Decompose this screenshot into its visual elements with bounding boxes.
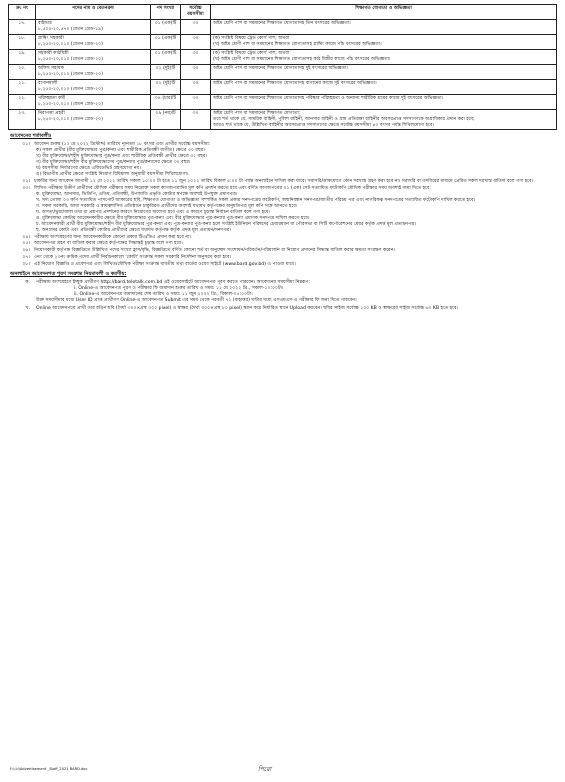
col-header-post: পদের নাম ও বেতনক্রম [36, 5, 151, 20]
cell-age: ৩০ [181, 79, 211, 94]
qualification-line: (ক) সংশ্লিষ্ট বিষয়ে ট্রেড কোর্স পাশ; অথবা [213, 50, 290, 56]
condition-subitem: ক. মুক্তিযোদ্ধা, আনসার, ভিডিপি, এতিম, প্রতিবন্ধী, উপজাতি প্রভৃতি কোটার স্বপক্ষে অবশ্যই উপযুক্ত প্রমাণপত্র। [36, 191, 238, 197]
cell-post [36, 109, 151, 130]
condition-item [8, 142, 557, 178]
condition-subitem: গ) বীর মুক্তিযোদ্ধা/শহীদ বীর মুক্তিযোদ্ধাদের পুত্র/কন্যার পুত্র/কন্যাদের ক্ষেত্রে ৩০ বছর। [36, 159, 191, 165]
cell-serial: ২১. [9, 79, 36, 94]
signature: পিরো [258, 766, 272, 774]
cell-qualification [211, 34, 557, 49]
qualification-line: অষ্টম শ্রেণি পাস বা সমমানের শিক্ষাগত যোগ্যতাসহ পরিষ্কার পরিচ্ছন্নতা ও অন্যান্য শারীরিক শ্রমের কাজে দুই বৎসরের অভিজ্ঞতা। [213, 95, 444, 101]
qualification-line: (খ) অষ্টম শ্রেণী পাশ বা সমমানের শিক্ষাগত যোগ্যতাসহ প্লাম্বিং কাজে পাঁচ বৎসরের অভিজ্ঞতা। [213, 41, 382, 47]
col-header-qualification: শিক্ষাগত যোগ্যতা ও অভিজ্ঞতা [211, 5, 557, 20]
condition-body [34, 241, 557, 247]
condition-subitem: গ. সকল সরকারি, আধা সরকারি ও স্বায়ত্বশাসিত প্রতিষ্ঠানে চাকুরিরত প্রার্থীদের অবশ্যই যথাযথ কর্তৃপক্ষের অনুমতিপত্র মূল কপি সঙ্গে আনতে হবে। [36, 203, 298, 209]
cell-qualification [211, 109, 557, 130]
condition-subitem: ঘ) বয়সসীমা নির্ধারণের ক্ষেত্রে এফিডেভিট গ্রহণযোগ্য নয়। [36, 165, 141, 171]
qualification-line: আরও শর্ত থাকে যে, উল্লিখিত বাহিনীর অবসরপ্রাপ্ত সদস্যগণের ক্ষেত্রে সর্বোচ্চ বয়সসীমা ৪০ বৎসর পর্যন্ত শিথিলযোগ্য হবে। [213, 122, 435, 128]
qualification-line: অষ্টম শ্রেণি পাস বা সমমানের শিক্ষাগত যোগ্যতাসহ দুই বৎসরের অভিজ্ঞতা। [213, 65, 348, 71]
online-item-line: উক্ত সময়সীমার মধ্যে User ID প্রাপ্ত প্রার্থীগণ Online-এ আবেদনপত্র Submit এর সময় থেকে পরবর্তী ৭২ (বাহাত্তর) ঘণ্টার মধ্যে এসএমএস-এ পরীক্ষার ফি জমা দিতে পারবেন। [36, 297, 357, 303]
post-name: বাগানমালী [38, 80, 58, 86]
cell-post [36, 49, 151, 64]
cell-age: ৩০ [181, 64, 211, 79]
cell-count: ০৯ (নয়)টি [151, 109, 181, 130]
condition-item [8, 255, 557, 261]
table-row [9, 109, 557, 130]
document-page [8, 4, 557, 774]
condition-item [8, 262, 557, 268]
condition-text: পরীক্ষায় অংশগ্রহণের জন্য আবেদনকারীকে কোনো প্রকার টিএ/ডিএ প্রদান করা হবে না। [34, 234, 191, 240]
pay-scale: ৮,২৫০-২০,০১০ (বেতন গ্রেড-২০) [38, 41, 103, 47]
condition-number: ০৫। [22, 241, 30, 247]
condition-number: ০৮। [22, 262, 30, 268]
online-item-line: Online আবেদনপত্রে প্রার্থী তার রঙিন ছবি (দৈর্ঘ্য ৩০০×প্রস্থ ৩০০ pixel) ও স্বাক্ষর (দৈর্ঘ্য ৩০০×প্রস্থ ৮০ pixel) স্ক্যান করে নির্ধারিত স্থানে Upload করবেন। ছবির সাইজ সর্বোচ্চ ১০০ KB ও স্বাক্ষরের সাইজ সর্বোচ্চ ৬০ KB হতে হবে। [36, 305, 459, 311]
qualification-line: (খ) অষ্টম শ্রেণী পাশ বা সমমানের শিক্ষাগত যোগ্যতাসহ কাঠ মিস্ত্রীর কাজে পাঁচ বৎসরের অভিজ্ঞতা। [213, 56, 391, 62]
cell-count: ০২ (দুই)টি [151, 79, 181, 94]
condition-subitem: ছ. অনগ্রসর কোটা এবং প্রতিবন্ধী কোটায় প্রার্থীদের ক্ষেত্রে যথাযথ কর্তৃপক্ষ কর্তৃক প্রদত্ত মূল প্রত্যয়ন/সনদপত্র। [36, 227, 232, 233]
table-row [9, 79, 557, 94]
cell-age: ৩০ [181, 34, 211, 49]
condition-subitem: খ. সদ্য তোলা ০৩ কপি সত্যায়িত পাসপোর্ট আকারের ছবি, শিক্ষাগত যোগ্যতা ও অভিজ্ঞতা সম্পর্কিত সকল প্রকার সনদপত্রের ফটোকপি, জন্মনিবন্ধন সনদপত্র/জাতীয় পরিচয় পত্র এবং নাগরিকত্ব সনদপত্রের সত্যায়িত ফটোকপি দাখিল করতে হবে। [36, 197, 476, 203]
post-name: প্লাম্বিং সহকারী [38, 35, 64, 41]
table-row [9, 94, 557, 109]
cell-count: ০১ (এক)টি [151, 34, 181, 49]
qualification-line: অষ্টম শ্রেণি পাস বা সমমানের শিক্ষাগত যোগ্যতাসহ তিন বৎসরের অভিজ্ঞতা। [213, 20, 351, 26]
post-name: অফিস সহায়ক [38, 65, 64, 71]
condition-number: ০৬। [22, 248, 30, 254]
table-row [9, 49, 557, 64]
online-item-number: ক. [25, 279, 30, 285]
cell-post [36, 19, 151, 34]
condition-body [34, 248, 557, 254]
condition-subitem: খ) বীর মুক্তিযোদ্ধা/শহীদ মুক্তিযোদ্ধার পুত্র/কন্যা এবং শারীরিক প্রতিবন্ধী প্রার্থীর ক্ষেত্রে ৩২ বছর। [36, 153, 208, 159]
online-item-number: খ. [25, 305, 30, 311]
pay-scale: ৮,২৫০-২০,০১০ (বেতন গ্রেড-২০) [38, 101, 103, 107]
cell-post [36, 79, 151, 94]
qualification-line: অষ্টম শ্রেণি পাস বা সমমানের শিক্ষাগত যোগ্যতাসহ বাগানের কাজে দুই বৎসরের অভিজ্ঞতা। [213, 80, 377, 86]
condition-body [34, 262, 557, 268]
cell-qualification [211, 94, 557, 109]
cell-post [36, 94, 151, 109]
online-item-body [34, 306, 557, 312]
condition-number: ০৪। [22, 234, 30, 240]
col-header-age: সর্বোচ্চ বয়সসীমা [181, 5, 211, 20]
online-instructions [8, 280, 557, 312]
condition-body [34, 142, 557, 178]
condition-number: ০৩। [22, 185, 30, 191]
condition-subitem: ঘ. অসত্য/ভুয়া/জাল তথ্য বা প্রশ্নপত্র প্রদর্শনের কারণে নিয়োগের অযোগ্য হবে এবং এ কারণে চূড়ান্ত নির্বাচন বাতিল বলে গণ্য হবে। [36, 209, 271, 215]
cell-count: ০১ (এক)টি [151, 49, 181, 64]
cell-qualification [211, 79, 557, 94]
cell-post [36, 34, 151, 49]
pay-scale: ৮,৫০০-২০,৫৭০ (বেতন গ্রেড-১৯) [38, 26, 103, 32]
posts-table [8, 4, 557, 130]
cell-qualification [211, 19, 557, 34]
condition-text: নিয়োগকারী কর্তৃপক্ষ বিজ্ঞপ্তিতে উল্লিখিত পদের সংখ্যা হ্রাস/বৃদ্ধি, বিজ্ঞপ্তিতে বর্ণিত কোনো শর্ত বা অনুচ্ছেদ সংশোধন/পরিবর্তন/পরিমার্জন বা নিয়োগ প্রদানের সিদ্ধান্ত বাতিল করার ক্ষমতা সংরক্ষণ করেন। [34, 248, 395, 254]
condition-body [34, 255, 557, 261]
qualification-line: (ক) সংশ্লিষ্ট বিষয়ে ট্রেড কোর্স পাশ; অথবা [213, 35, 290, 41]
condition-text: এই নিয়োগ বিজ্ঞপ্তি ও প্রবেশপত্র এবং লিখিত/মৌখিক পরীক্ষা সংক্রান্ত যাবতীয় তথ্য বার্ডের ওয়েব সাইটে (www.bard.gov.bd) এ পাওয়া যাবে। [34, 262, 296, 268]
table-row [9, 19, 557, 34]
cell-age: ৩০ [181, 19, 211, 34]
table-row [9, 64, 557, 79]
qualification-line: অষ্টম শ্রেণি পাস বা সমমানের শিক্ষাগত যোগ্যতা: [213, 110, 301, 116]
cell-count: ০১ (এক)টি [151, 19, 181, 34]
cell-qualification [211, 49, 557, 64]
pay-scale: ৮,২৫০-২০,০১০ (বেতন গ্রেড-২০) [38, 56, 103, 62]
online-item-line: পরীক্ষায় অংশগ্রহণে ইচ্ছুক প্রার্থীগণ http://bard.teletalk.com.bd এই ওয়েবসাইটে আবেদনপত্র পূরণ করতে পারবেন। আবেদনের সময়সীমা নিম্নরূপ: [36, 279, 311, 285]
col-header-serial: ক্র: নং [9, 5, 36, 20]
cell-serial: ২২. [9, 94, 36, 109]
table-header-row [9, 5, 557, 20]
post-name: সহকারী কাঠমিস্ত্রী [38, 50, 69, 56]
condition-text: আবেদনপত্র গ্রহণ বা বাতিল করার ক্ষেত্রে কর্তৃপক্ষের সিদ্ধান্তই চূড়ান্ত বলে গণ্য হবে। [34, 241, 183, 247]
condition-text: ৩নং থেকে ২৩নং ক্রমিক পদের প্রার্থী নির্বাচনকালে 'কোটা' সংক্রান্ত সকল সরকারি নির্দেশনা অনুসরণ করা হবে। [34, 255, 232, 261]
condition-item [8, 248, 557, 254]
online-item [8, 306, 557, 312]
file-path: F:\মো\Advertisement _Staff_2021 BARD.doc [10, 767, 88, 772]
cell-serial: ১৯. [9, 49, 36, 64]
pay-scale: ৮,২৫০-২০,০১০ (বেতন গ্রেড-২০) [38, 116, 103, 122]
condition-body [34, 179, 557, 185]
pay-scale: ৮,২৫০-২০,০১০ (বেতন গ্রেড-২০) [38, 86, 103, 92]
cell-count: ০২ (দুই)টি [151, 64, 181, 79]
condition-number: ০২। [22, 178, 30, 184]
post-name: নিরাপত্তা প্রহরী [38, 110, 65, 116]
condition-item [8, 186, 557, 234]
cell-serial: ১৭. [9, 19, 36, 34]
cell-post [36, 64, 151, 79]
cell-count: ০৪ (চার)টি [151, 94, 181, 109]
qualification-line: তবে শর্ত থাকে যে, সামরিক বাহিনী, পুলিশ বাহিনী, আনসার বাহিনী ও গ্রাম প্রতিরক্ষা বাহিনীর অবসরপ্রাপ্ত সদস্যগণকে অগ্রাধিকার প্রদান করা হবে; [213, 116, 475, 122]
cell-serial: ১৮. [9, 34, 36, 49]
condition-number: ০৭। [22, 255, 30, 261]
online-title: অনলাইনে আবেদনপত্র পূরণ সংক্রান্ত নিয়মাবলী ও করণীয়: [10, 271, 127, 278]
post-name: পরিচ্ছন্নতা কর্মী [38, 95, 66, 101]
cell-qualification [211, 64, 557, 79]
cell-age: ৩০ [181, 94, 211, 109]
condition-text: লিখিত পরীক্ষায় উত্তীর্ণ প্রার্থীদের মৌখিক পরীক্ষার সময় নিম্নোক্ত সকল কাগজপত্রাদির মূল কপি প্রদর্শন করতে হবে এবং বর্ণিত কাগজপত্রের ০১ (এক) সেট সত্যায়িত ফটোকপি মৌখিক পরীক্ষার সময় অবশ্যই জমা দিতে হবে: [34, 185, 431, 191]
online-item [8, 280, 557, 304]
condition-item [8, 241, 557, 247]
condition-text: চাকরির জন্য আবেদন আগামী ১২ মে ২০২২ তারিখ সকাল ১০:০০ টা হতে ১১ জুন ২০২২ তারিখ বিকাল ৫:০০ টা পর্যন্ত অনলাইনে দাখিল করা যাবে। সরাসরি/ডাকযোগে কোন দরখাস্ত গ্রহণ করা হবে না। সরাসরি বা তদবিরের মাধ্যমে প্রেরিত সকল দরখাস্ত বাতিল বলে গণ্য হবে। [34, 178, 534, 184]
condition-subitem: ঙ) বিভাগীয় প্রার্থীর ক্ষেত্রে সংশ্লিষ্ট নিয়োগ বিধিমালা অনুযায়ী বয়সসীমা শিথিলযোগ্য। [36, 171, 189, 177]
post-name: বাইন্ডার [38, 20, 52, 26]
condition-item [8, 179, 557, 185]
condition-subitem: ঙ. মুক্তিযোদ্ধা কোটায় আবেদনকারীর ক্ষেত্রে বীর মুক্তিযোদ্ধার পুত্র-কন্যা এবং বীর মুক্তিযোদ্ধার পুত্র-কন্যার পুত্র-কন্যা প্রমাণক সনদপত্র দাখিল করতে হবে। [36, 215, 310, 221]
cell-serial: ২৩. [9, 109, 36, 130]
condition-number: ০১। [22, 141, 30, 147]
table-row [9, 34, 557, 49]
conditions-title: আবেদনের শর্তাবলীঃ [10, 133, 52, 140]
cell-age: ৩০ [181, 49, 211, 64]
online-item-line: ii. Online-এ আবেদনপত্র জমাদানের শেষ তারিখ ও সময়: ১১ জুন ২০২২ খ্রি., বিকাল-০৫:০০টা। [74, 291, 253, 297]
condition-subitem: ক) সকল প্রার্থীর (বীর মুক্তিযোদ্ধার পুত্র/কন্যা এবং শারীরিক প্রতিবন্ধী ব্যতীত) ক্ষেত্রে ৩০ বছর। [36, 147, 205, 153]
cell-serial: ২০. [9, 64, 36, 79]
condition-body [34, 186, 557, 234]
online-item-body [34, 280, 557, 304]
condition-text: আবেদন শুরুর (১২ মে ২০২২ খ্রিস্টাব্দ) তারিখে ন্যূনতম ১৮ বৎসর এবং প্রার্থীর সর্বোচ্চ বয়সসীমা: [34, 141, 211, 147]
condition-body [34, 235, 557, 241]
cell-age: ৩০ [181, 109, 211, 130]
condition-subitem: চ. আবেদনকারী প্রার্থী বীর মুক্তিযোদ্ধা/শহীদ বীর মুক্তিযোদ্ধার পুত্র-কন্যা এবং পুত্র-কন্যার পুত্র-কন্যা হলে সংশ্লিষ্ট ইউনিয়ন পরিষদের চেয়ারম্যান বা পৌরসভা বা সিটি কর্পোরেশনের মেয়র কর্তৃক প্রদত্ত মূল প্রত্যয়নপত্র। [36, 221, 417, 227]
col-header-count: পদ সংখ্যা [151, 5, 181, 20]
condition-item [8, 235, 557, 241]
conditions-list [8, 142, 557, 268]
online-item-line: i. Online-এ আবেদনপত্র পূরণ ও পরীক্ষার ফি জমাদান শুরুর তারিখ ও সময়: ১২ মে ২০২২ খ্রি., সকাল-১০:০০টা। [74, 285, 284, 291]
pay-scale: ৮,২৫০-২০,০১০ (বেতন গ্রেড-২০) [38, 71, 103, 77]
